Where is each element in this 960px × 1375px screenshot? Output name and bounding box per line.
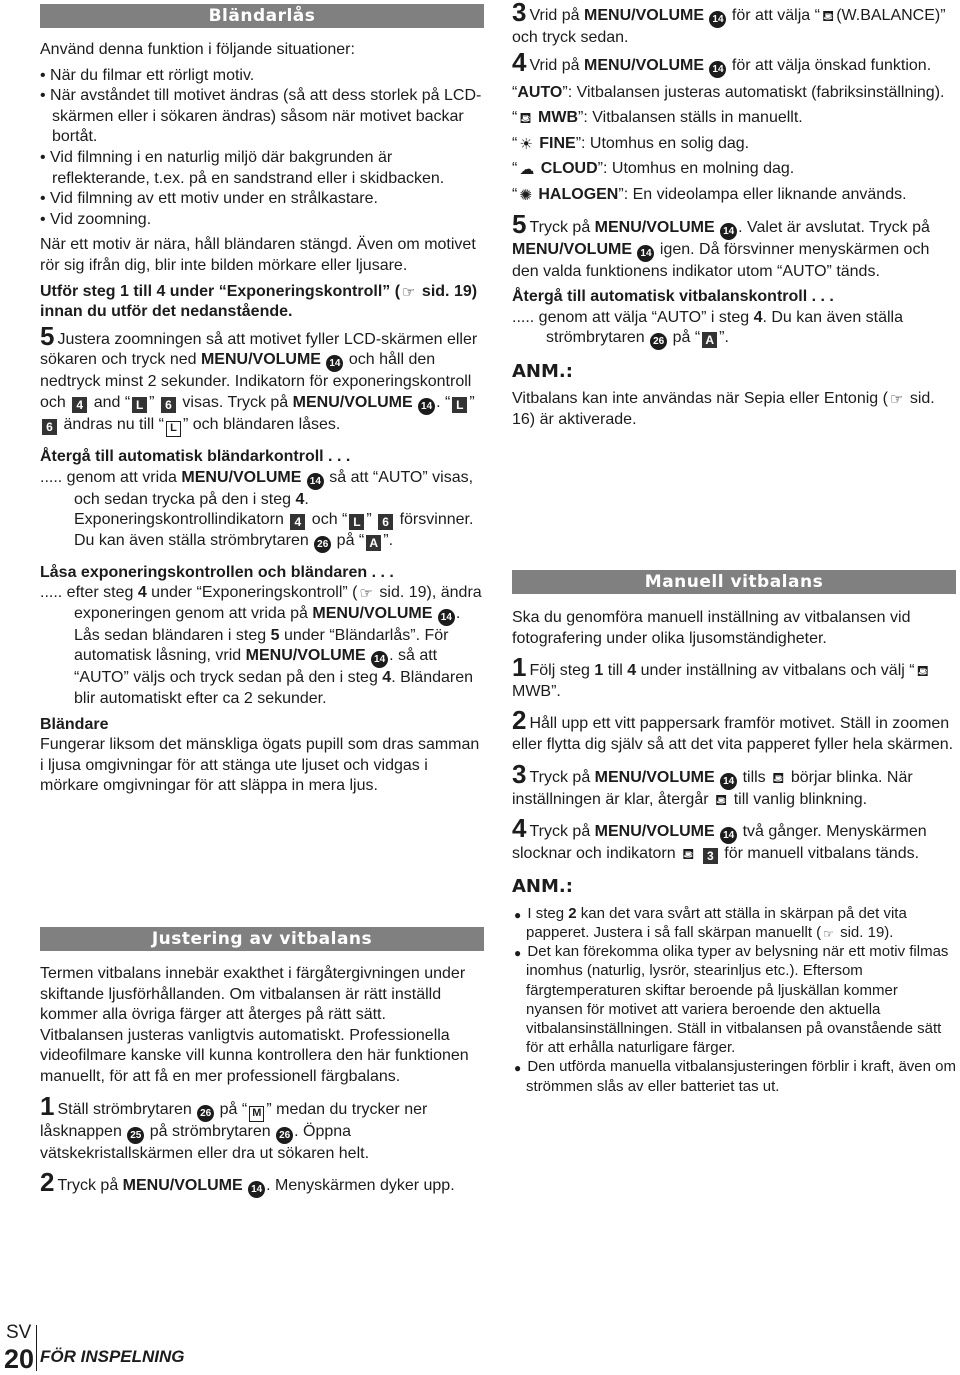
number-circle-icon: 14 <box>371 651 388 668</box>
manuell-section <box>512 608 956 1096</box>
justering-step-2 <box>40 1167 484 1198</box>
bold-text: MENU/VOLUME <box>594 768 715 786</box>
wb-option-halogen: “ ✺ HALOGEN”: En videolampa eller liknande används. <box>512 185 907 204</box>
step-text: Justera zoomningen så att motivet fyller LCD-skärmen eller sökaren och tryck ned MENU/VOLUME 14 och håll den nedtryck minst 2 sekunder. Indikatorn för exponeringskontroll och 4 and “ L ” 6 visas. Tryck på MENU/VOLUME 14 . “ L ” 6 ändras nu till “ L ” och bländaren låses. <box>40 331 477 433</box>
step-number: 5 <box>40 320 55 351</box>
step-number: 1 <box>40 1090 55 1121</box>
step-number: 5 <box>512 208 527 239</box>
halogen-lamp-icon: ✺ <box>519 186 532 204</box>
section-banner-blandarlas: Bländarlås <box>40 4 484 28</box>
outlined-symbol-icon: M <box>249 1106 264 1122</box>
pointing-hand-icon: ☞ <box>359 585 373 603</box>
boxed-symbol-icon: L <box>132 397 147 413</box>
sun-icon: ☀ <box>519 135 533 153</box>
bold-text: HALOGEN <box>538 185 619 203</box>
return-auto-aperture-heading: Återgå till automatisk bländarkontroll . . . <box>40 447 351 465</box>
bold-text: 4 <box>295 490 305 508</box>
step-number: 2 <box>40 1167 55 1198</box>
wb-step-5 <box>512 208 956 283</box>
justering-paragraph: Vitbalansen justeras vanligtvis automatiskt. Professionella videofilmare kanske vill kunna kontrollera den här funktionen manuellt, för att få en mer professionell färgbalans. <box>40 1026 469 1085</box>
step-number: 1 <box>512 652 527 683</box>
number-circle-icon: 14 <box>720 223 737 240</box>
section-banner-justering: Justering av vitbalans <box>40 927 484 951</box>
step-text: Tryck på MENU/VOLUME 14 två gånger. Menyskärmen slocknar och indikatorn ⛾ 3 för manuell vitbalans tänds. <box>512 823 927 864</box>
boxed-symbol-icon: A <box>702 332 717 348</box>
bold-text: 2 <box>568 904 577 922</box>
bold-text: MENU/VOLUME <box>584 7 705 24</box>
justering-step-1 <box>40 1090 484 1165</box>
return-auto-wb-heading: Återgå till automatisk vitbalanskontroll . . . <box>512 288 834 306</box>
boxed-symbol-icon: 6 <box>42 419 57 435</box>
step-number: 3 <box>512 758 527 789</box>
wb-steps-section <box>512 0 956 431</box>
number-circle-icon: 14 <box>307 473 324 490</box>
bold-text: MENU/VOLUME <box>512 240 632 258</box>
bold-text: FINE <box>539 134 576 152</box>
bold-text: 4 <box>382 669 392 687</box>
bullet-dot-icon: ● <box>514 907 522 922</box>
boxed-symbol-icon: 6 <box>161 397 176 413</box>
lock-exposure-heading: Låsa exponeringskontrollen och bländaren . . . <box>40 563 394 581</box>
step-number: 4 <box>512 813 527 844</box>
note-bullet: ● Det kan förekomma olika typer av belysning när ett motiv filmas inomhus (naturlig, lysrör, stearinljus etc.). Eftersom färgtemperaturen skiftar beroende på ljuskällan kommer nyansen för motivet att variera beroende den aktuella vitbalansinställningen. Ställ in vitbalansen på ovanstående sätt för att erhålla naturligare färger. <box>514 943 949 1057</box>
white-balance-icon: ⛾ <box>916 663 929 681</box>
boxed-symbol-icon: L <box>349 514 364 530</box>
note-bullet: ● I steg 2 kan det vara svårt att ställa in skärpan på det vita papperet. Justera i så fall skärpan manuellt ( ☞ sid. 19). <box>514 904 907 941</box>
blandarlas-bullet: • När avståndet till motivet ändras (så att dess storlek på LCD-skärmen eller i sökaren ändras) såsom när motivet backar bortåt. <box>40 87 482 146</box>
wb-option-mwb: “ ⛾ MWB”: Vitbalansen ställs in manuellt. <box>512 109 803 128</box>
number-circle-icon: 14 <box>248 1181 265 1198</box>
blandarlas-section <box>40 40 484 797</box>
step-text: Ställ strömbrytaren 26 på “ M ” medan du trycker ner låsknappen 25 på strömbrytaren 26 . Öppna vätskekristallskärmen eller dra ut sökaren helt. <box>40 1100 428 1162</box>
blandarlas-bullet: • När du filmar ett rörligt motiv. <box>40 66 255 84</box>
bold-text: MENU/VOLUME <box>122 1177 243 1195</box>
bold-text: MWB <box>538 109 579 127</box>
number-circle-icon: 14 <box>709 11 726 28</box>
wb-option-auto: “AUTO”: Vitbalansen justeras automatiskt (fabriksinställning). <box>512 83 945 101</box>
step-text: Vrid på MENU/VOLUME 14 för att välja “ ⛾ (W.BALANCE)” och tryck sedan. <box>512 7 946 46</box>
white-balance-icon: ⛾ <box>772 769 785 787</box>
number-circle-icon: 26 <box>314 536 331 553</box>
bold-text: MENU/VOLUME <box>200 351 321 369</box>
footer-section-title: FÖR INSPELNING <box>40 1347 185 1366</box>
justering-paragraph: Termen vitbalans innebär exakthet i färgåtergivningen under skiftande ljusförhållanden. Om vitbalansen är rätt inställd kommer alla övriga färger att återges på rätt sätt. <box>40 965 466 1024</box>
footer-language: SV <box>6 1322 32 1343</box>
number-circle-icon: 14 <box>709 61 726 78</box>
white-balance-icon: ⛾ <box>519 110 532 128</box>
lock-exposure-text: ..... efter steg 4 under “Exponeringskontroll” ( ☞ sid. 19), ändra exponeringen genom att vrida på MENU/VOLUME 14 . Lås sedan bländaren i steg 5 under “Bländarlås”. För automatisk låsning, vrid MENU/VOLUME 14 . så att “AUTO” väljs och tryck sedan på den i steg 4. Bländaren blir automatiskt efter ca 2 sekunder. <box>40 584 482 708</box>
page-number: 20 <box>4 1344 35 1374</box>
manuell-step-3 <box>512 758 956 811</box>
number-circle-icon: 14 <box>326 355 343 372</box>
wb-step-4 <box>512 46 956 78</box>
boxed-symbol-icon: 4 <box>290 514 305 530</box>
blandarlas-bullet: • Vid filmning i en naturlig miljö där bakgrunden är reflekterande, t.ex. på en sandstrand eller i skidbacken. <box>40 148 445 187</box>
bold-text: MENU/VOLUME <box>594 218 715 236</box>
blandare-text: Fungerar liksom det mänskliga ögats pupill som dras samman i ljusa omgivningar för att stänga ute ljuset och vidgas i mörkare omgivningar för att släppa in mera ljus. <box>40 736 480 795</box>
boxed-symbol-icon: A <box>366 535 381 551</box>
manuell-step-4 <box>512 813 956 865</box>
step-text: Följ steg 1 till 4 under inställning av vitbalans och välj “ ⛾ MWB”. <box>512 662 929 700</box>
step-number: 4 <box>512 46 527 77</box>
blandare-heading: Bländare <box>40 715 109 733</box>
wb-option-cloud: “ ☁ CLOUD”: Utomhus en molning dag. <box>512 160 795 179</box>
step-text: Tryck på MENU/VOLUME 14 . Valet är avslutat. Tryck på MENU/VOLUME 14 igen. Då försvinner menyskärmen och den valda funktionens indikator utom “AUTO” tänds. <box>512 218 930 280</box>
outlined-symbol-icon: L <box>166 421 181 437</box>
justering-section <box>40 964 484 1198</box>
white-balance-icon: ⛾ <box>821 8 835 25</box>
number-circle-icon: 14 <box>720 773 737 790</box>
pointing-hand-icon: ☞ <box>823 926 834 941</box>
bold-text: MENU/VOLUME <box>181 468 302 486</box>
blandarlas-intro: Använd denna funktion i följande situationer: <box>40 41 355 58</box>
blandarlas-paragraph: När ett motiv är nära, håll bländaren stängd. Även om motivet rör sig ifrån dig, blir inte bilden mörkare eller ljusare. <box>40 236 476 274</box>
step-text: Vrid på MENU/VOLUME 14 för att välja önskad funktion. <box>529 57 931 74</box>
step-text: Tryck på MENU/VOLUME 14 . Menyskärmen dyker upp. <box>57 1177 454 1194</box>
bullet-dot-icon: ● <box>514 1061 522 1076</box>
number-circle-icon: 14 <box>418 398 435 415</box>
note-title: ANM.: <box>512 361 573 383</box>
boxed-symbol-icon: 6 <box>378 514 393 530</box>
pointing-hand-icon: ☞ <box>889 391 904 409</box>
bold-text: MENU/VOLUME <box>594 823 715 841</box>
blandarlas-step-5 <box>40 320 484 437</box>
note-title: ANM.: <box>512 875 573 897</box>
number-circle-icon: 26 <box>276 1127 293 1144</box>
number-circle-icon: 25 <box>127 1127 144 1144</box>
wb-option-fine: “ ☀ FINE”: Utomhus en solig dag. <box>512 134 750 153</box>
step-number: 2 <box>512 705 527 736</box>
section-banner-manuell: Manuell vitbalans <box>512 570 956 594</box>
manuell-step-1 <box>512 652 956 702</box>
blandarlas-bullet: • Vid zoomning. <box>40 210 152 228</box>
bold-text: MENU/VOLUME <box>312 604 433 622</box>
note-bullet: ● Den utförda manuella vitbalansjusteringen förblir i kraft, även om strömmen slås av eller batteriet tas ut. <box>514 1058 956 1095</box>
white-balance-icon: ⛾ <box>682 846 695 864</box>
bold-text: MENU/VOLUME <box>292 393 413 411</box>
manuell-intro: Ska du genomföra manuell inställning av vitbalansen vid fotografering under olika ljusomständigheter. <box>512 609 911 647</box>
return-auto-aperture-text: ..... genom att vrida MENU/VOLUME 14 så att “AUTO” visas, och sedan trycka på den i steg 4. Exponeringskontrollindikatorn 4 och “ L ” 6 försvinner. Du kan även ställa strömbrytaren 26 på “ A ”. <box>40 468 484 553</box>
wb-step-3 <box>512 0 956 49</box>
bold-text: 4 <box>137 584 147 602</box>
bold-text: 1 <box>594 662 604 680</box>
number-circle-icon: 14 <box>720 827 737 844</box>
bold-text: AUTO <box>517 83 563 101</box>
bold-text: CLOUD <box>540 160 598 178</box>
pointing-hand-icon: ☞ <box>402 283 416 301</box>
cloud-icon: ☁ <box>519 161 535 179</box>
number-circle-icon: 26 <box>197 1105 214 1122</box>
bold-text: 4 <box>627 662 637 680</box>
step-text: Håll upp ett vitt pappersark framför motivet. Ställ in zoomen eller flytta dig själv så att det vita papperet fyller hela skärmen. <box>512 715 954 753</box>
bold-text: MENU/VOLUME <box>245 647 366 665</box>
bold-text: MENU/VOLUME <box>584 56 705 74</box>
bold-text: 5 <box>270 626 280 644</box>
boxed-symbol-icon: L <box>452 397 467 413</box>
step-number: 3 <box>512 0 527 27</box>
bold-text: 4 <box>753 308 763 326</box>
boxed-symbol-icon: 4 <box>72 397 87 413</box>
number-circle-icon: 14 <box>438 609 455 626</box>
blandarlas-perform-note: Utför steg 1 till 4 under “Exponeringskontroll” ( ☞ sid. 19) innan du utför det nedanstående. <box>40 282 478 321</box>
number-circle-icon: 26 <box>650 333 667 350</box>
return-auto-wb-text: ..... genom att välja “AUTO” i steg 4. Du kan även ställa strömbrytaren 26 på “ A ”. <box>512 308 956 351</box>
footer-divider <box>36 1325 37 1371</box>
note-text: Vitbalans kan inte användas när Sepia eller Entonig ( ☞ sid. 16) är aktiverade. <box>512 390 935 428</box>
white-balance-icon: ⛾ <box>715 791 728 809</box>
bullet-dot-icon: ● <box>514 946 522 961</box>
step-text: Tryck på MENU/VOLUME 14 tills ⛾ börjar blinka. När inställningen är klar, återgår ⛾ till vanlig blinkning. <box>512 768 913 809</box>
number-circle-icon: 14 <box>637 245 654 262</box>
blandarlas-bullet: • Vid filmning av ett motiv under en strålkastare. <box>40 190 378 208</box>
boxed-symbol-icon: 3 <box>703 848 718 864</box>
manuell-step-2 <box>512 705 956 755</box>
